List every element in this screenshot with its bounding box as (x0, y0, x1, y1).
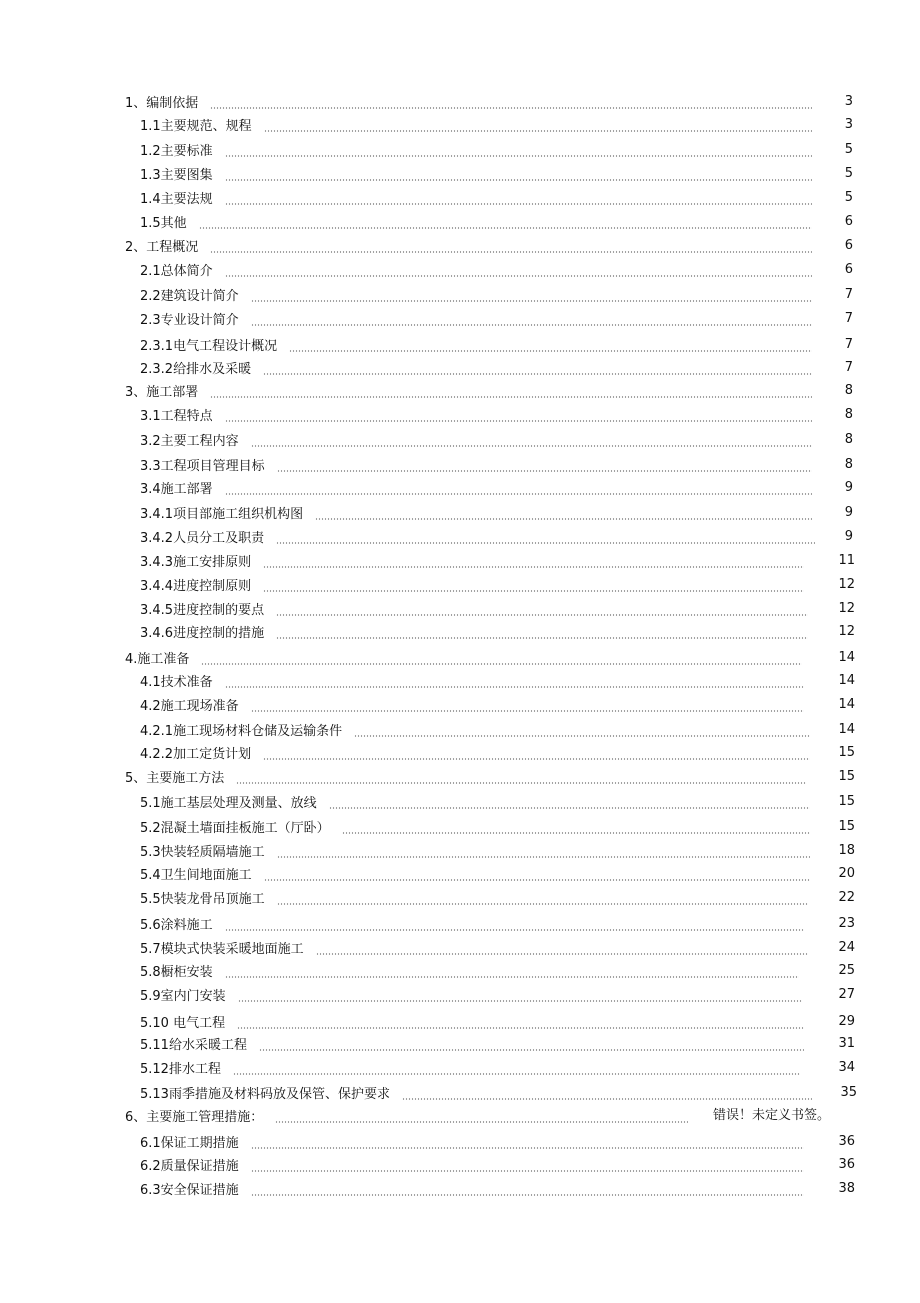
toc-entry-label: 5.8橱柜安装 (140, 965, 213, 980)
toc-entry-page-number: 错误！未定义书签。 (712, 1108, 830, 1123)
toc-dot-leader (264, 130, 812, 132)
toc-entry[interactable] (140, 745, 855, 765)
toc-entry-page-number: 27 (838, 987, 855, 1002)
toc-dot-leader (225, 275, 812, 277)
toc-entry[interactable] (140, 890, 855, 910)
toc-entry[interactable] (140, 337, 853, 357)
toc-entry[interactable] (140, 190, 853, 210)
toc-entry-page-number: 15 (838, 794, 855, 809)
toc-entry[interactable] (140, 601, 855, 621)
toc-entry[interactable] (140, 866, 855, 886)
toc-entry[interactable] (140, 1157, 855, 1177)
toc-entry-page-number: 20 (838, 866, 855, 881)
toc-entry[interactable] (140, 1036, 855, 1056)
toc-entry[interactable] (140, 360, 853, 380)
toc-dot-leader (354, 735, 810, 737)
toc-dot-leader (251, 300, 812, 302)
toc-entry[interactable] (140, 697, 855, 717)
toc-entry-label: 3.4施工部署 (140, 482, 213, 497)
toc-entry-page-number: 7 (844, 360, 853, 375)
toc-dot-leader (225, 976, 799, 978)
toc-entry-page-number: 14 (838, 722, 855, 737)
toc-entry-label: 6.3安全保证措施 (140, 1183, 239, 1198)
toc-dot-leader (316, 953, 808, 955)
toc-entry-page-number: 8 (844, 407, 853, 422)
toc-entry-page-number: 6 (844, 238, 853, 253)
toc-entry-label: 3.1工程特点 (140, 409, 213, 424)
toc-entry-label: 5、主要施工方法 (125, 771, 225, 786)
toc-entry[interactable] (140, 987, 855, 1007)
toc-entry[interactable] (140, 311, 853, 331)
toc-entry[interactable] (140, 722, 855, 742)
toc-entry-label: 3.4.1项目部施工组织机构图 (140, 507, 304, 522)
toc-entry-label: 3.3工程项目管理目标 (140, 459, 265, 474)
toc-dot-leader (225, 929, 804, 931)
toc-dot-leader (210, 107, 812, 109)
toc-entry-page-number: 14 (838, 697, 855, 712)
toc-dot-leader (251, 1170, 804, 1172)
toc-entry-label: 2.1总体简介 (140, 264, 213, 279)
toc-entry[interactable] (140, 142, 853, 162)
toc-dot-leader (289, 350, 812, 352)
toc-dot-leader (225, 686, 804, 688)
toc-dot-leader (277, 903, 808, 905)
toc-entry[interactable] (140, 916, 855, 936)
toc-dot-leader (225, 420, 812, 422)
toc-entry-label: 6、主要施工管理措施： (125, 1110, 264, 1125)
toc-entry-page-number: 5 (844, 190, 853, 205)
toc-dot-leader (276, 614, 808, 616)
toc-entry-label: 1.2主要标准 (140, 144, 213, 159)
toc-entry[interactable] (125, 383, 853, 403)
toc-entry-label: 4.2.1施工现场材料仓储及运输条件 (140, 724, 343, 739)
toc-entry[interactable] (140, 940, 855, 960)
toc-entry[interactable] (140, 819, 855, 839)
toc-entry-page-number: 22 (838, 890, 855, 905)
toc-entry[interactable] (125, 769, 855, 789)
toc-entry[interactable] (140, 262, 853, 282)
toc-entry-page-number: 7 (844, 287, 853, 302)
toc-entry-page-number: 12 (838, 577, 855, 592)
toc-entry-label: 2.3.1电气工程设计概况 (140, 339, 278, 354)
toc-entry[interactable] (140, 553, 855, 573)
toc-entry[interactable] (140, 843, 855, 863)
toc-dot-leader (277, 856, 810, 858)
toc-dot-leader (225, 203, 812, 205)
toc-entry-page-number: 8 (844, 383, 853, 398)
toc-entry-page-number: 36 (838, 1157, 855, 1172)
toc-entry-page-number: 8 (844, 432, 853, 447)
toc-dot-leader (263, 758, 810, 760)
toc-dot-leader (201, 663, 802, 665)
toc-entry[interactable] (140, 117, 853, 137)
toc-entry[interactable] (140, 963, 855, 983)
toc-entry[interactable] (125, 94, 853, 114)
toc-entry-page-number: 3 (844, 94, 853, 109)
toc-entry-label: 3、施工部署 (125, 385, 199, 400)
toc-entry-label: 4.2.2加工定货计划 (140, 747, 252, 762)
toc-entry-label: 3.4.4进度控制原则 (140, 579, 252, 594)
toc-entry-label: 1.4主要法规 (140, 192, 213, 207)
toc-entry[interactable] (125, 650, 855, 670)
toc-entry-page-number: 6 (844, 262, 853, 277)
toc-entry-page-number: 12 (838, 624, 855, 639)
toc-entry-label: 6.2质量保证措施 (140, 1159, 239, 1174)
toc-dot-leader (315, 518, 812, 520)
toc-entry-page-number: 25 (838, 963, 855, 978)
toc-entry-label: 2.3.2给排水及采暖 (140, 362, 252, 377)
toc-entry[interactable] (140, 1014, 855, 1034)
toc-entry[interactable] (140, 1134, 855, 1154)
toc-entry-label: 1.5其他 (140, 216, 187, 231)
toc-entry[interactable] (125, 1108, 830, 1128)
toc-entry-label: 3.4.6进度控制的措施 (140, 626, 265, 641)
toc-entry-page-number: 5 (844, 142, 853, 157)
toc-entry-page-number: 34 (838, 1060, 855, 1075)
toc-dot-leader (263, 590, 804, 592)
toc-entry[interactable] (140, 505, 853, 525)
toc-dot-leader (402, 1098, 812, 1100)
toc-entry-label: 1.1主要规范、规程 (140, 119, 252, 134)
toc-dot-leader (210, 251, 812, 253)
toc-entry-label: 5.3快装轻质隔墙施工 (140, 845, 265, 860)
toc-entry[interactable] (140, 214, 853, 234)
toc-entry-label: 5.11给水采暖工程 (140, 1038, 247, 1053)
toc-entry-label: 5.9室内门安装 (140, 989, 226, 1004)
toc-entry-label: 5.13雨季措施及材料码放及保管、保护要求 (140, 1087, 390, 1102)
toc-entry-label: 3.4.2人员分工及职责 (140, 531, 265, 546)
toc-entry-page-number: 18 (838, 843, 855, 858)
toc-dot-leader (210, 396, 812, 398)
toc-entry[interactable] (140, 1181, 855, 1201)
toc-entry[interactable] (140, 432, 853, 452)
toc-entry-page-number: 15 (838, 745, 855, 760)
toc-entry-label: 5.6涂料施工 (140, 918, 213, 933)
toc-entry-label: 1、编制依据 (125, 96, 199, 111)
toc-dot-leader (236, 782, 806, 784)
toc-entry-page-number: 9 (844, 529, 853, 544)
toc-entry[interactable] (140, 407, 853, 427)
toc-dot-leader (233, 1073, 800, 1075)
toc-entry-page-number: 9 (844, 480, 853, 495)
toc-entry-label: 3.2主要工程内容 (140, 434, 239, 449)
toc-entry-label: 5.10 电气工程 (140, 1016, 226, 1031)
toc-entry[interactable] (140, 1060, 855, 1080)
toc-entry[interactable] (140, 529, 853, 549)
toc-entry-page-number: 3 (844, 117, 853, 132)
toc-entry-label: 6.1保证工期措施 (140, 1136, 239, 1151)
toc-entry-page-number: 31 (838, 1036, 855, 1051)
toc-entry-page-number: 12 (838, 601, 855, 616)
toc-entry-page-number: 38 (838, 1181, 855, 1196)
toc-entry-page-number: 23 (838, 916, 855, 931)
toc-dot-leader (259, 1049, 804, 1051)
toc-dot-leader (276, 637, 808, 639)
toc-entry-page-number: 24 (838, 940, 855, 955)
toc-dot-leader (199, 227, 812, 229)
toc-dot-leader (238, 1000, 802, 1002)
toc-dot-leader (251, 710, 804, 712)
toc-dot-leader (225, 179, 812, 181)
toc-entry[interactable] (140, 480, 853, 500)
toc-dot-leader (342, 832, 810, 834)
toc-entry-label: 2、工程概况 (125, 240, 199, 255)
toc-entry-label: 2.3专业设计简介 (140, 313, 239, 328)
toc-entry[interactable] (125, 238, 853, 258)
toc-entry-page-number: 15 (838, 769, 855, 784)
toc-dot-leader (329, 807, 810, 809)
toc-entry-page-number: 6 (844, 214, 853, 229)
toc-entry-page-number: 36 (838, 1134, 855, 1149)
toc-dot-leader (237, 1027, 804, 1029)
toc-entry-page-number: 14 (838, 673, 855, 688)
toc-entry-label: 2.2建筑设计简介 (140, 289, 239, 304)
toc-entry[interactable] (140, 166, 853, 186)
toc-entry[interactable] (140, 673, 855, 693)
toc-dot-leader (277, 470, 812, 472)
toc-entry[interactable] (140, 624, 855, 644)
toc-entry[interactable] (140, 577, 855, 597)
toc-dot-leader (225, 155, 812, 157)
toc-entry-page-number: 7 (844, 337, 853, 352)
toc-dot-leader (264, 879, 810, 881)
toc-dot-leader (251, 324, 812, 326)
toc-entry-page-number: 29 (838, 1014, 855, 1029)
toc-entry-page-number: 35 (840, 1085, 857, 1100)
toc-dot-leader (251, 1194, 804, 1196)
toc-entry-page-number: 11 (838, 553, 855, 568)
toc-entry-label: 3.4.3施工安排原则 (140, 555, 252, 570)
toc-dot-leader (263, 373, 812, 375)
toc-entry[interactable] (140, 794, 855, 814)
toc-dot-leader (251, 1147, 804, 1149)
toc-entry[interactable] (140, 457, 853, 477)
toc-entry-page-number: 15 (838, 819, 855, 834)
toc-entry[interactable] (140, 287, 853, 307)
toc-entry-page-number: 9 (844, 505, 853, 520)
toc-entry-label: 5.5快装龙骨吊顶施工 (140, 892, 265, 907)
toc-entry-label: 5.2混凝土墙面挂板施工（厅卧） (140, 821, 330, 836)
toc-entry-label: 1.3主要图集 (140, 168, 213, 183)
toc-entry-label: 4.2施工现场准备 (140, 699, 239, 714)
toc-entry-page-number: 14 (838, 650, 855, 665)
toc-entry[interactable] (140, 1085, 857, 1105)
toc-entry-label: 4.1技术准备 (140, 675, 213, 690)
toc-dot-leader (251, 445, 812, 447)
toc-entry-label: 5.4卫生间地面施工 (140, 868, 252, 883)
toc-dot-leader (225, 493, 812, 495)
toc-entry-label: 5.12排水工程 (140, 1062, 221, 1077)
toc-dot-leader (276, 542, 815, 544)
toc-entry-label: 4.施工准备 (125, 652, 190, 667)
toc-entry-label: 5.1施工基层处理及测量、放线 (140, 796, 317, 811)
toc-entry-page-number: 7 (844, 311, 853, 326)
toc-entry-label: 5.7模块式快装采暖地面施工 (140, 942, 304, 957)
toc-entry-page-number: 8 (844, 457, 853, 472)
toc-dot-leader (275, 1121, 688, 1123)
toc-dot-leader (263, 566, 804, 568)
toc-entry-page-number: 5 (844, 166, 853, 181)
toc-entry-label: 3.4.5进度控制的要点 (140, 603, 265, 618)
